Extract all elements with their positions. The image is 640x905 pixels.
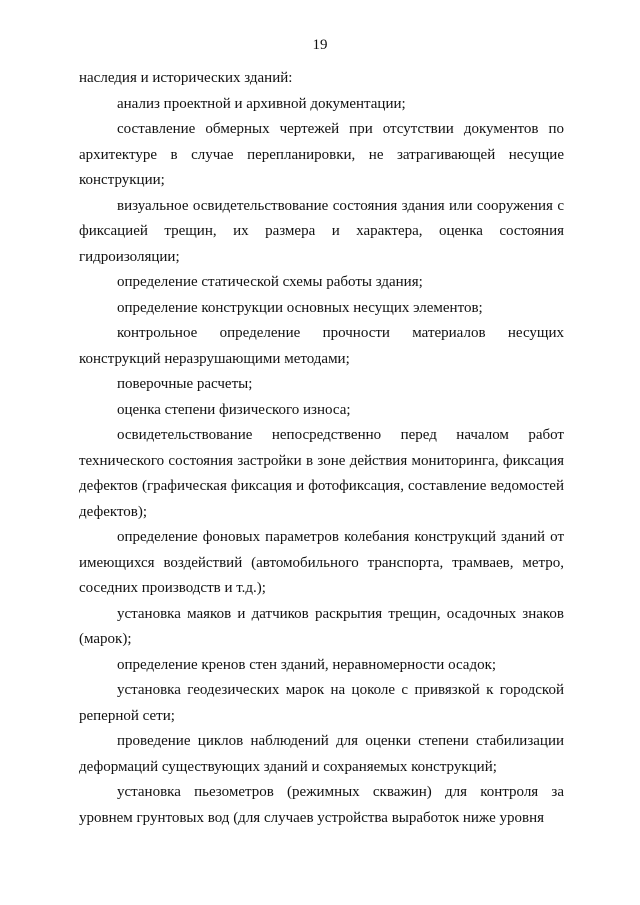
list-item-verification-calculations: поверочные расчеты;	[117, 376, 253, 392]
page-number: 19	[312, 37, 328, 53]
list-item-crack-gauges: установка маяков и датчиков раскрытия трещин, осадочных знаков (марок);	[79, 605, 564, 647]
list-item-physical-wear: оценка степени физического износа;	[117, 401, 351, 418]
list-item-pre-work-inspection: освидетельствование непосредственно перед началом работ технического состояния застройки в зоне действия мониторинга, фиксация дефектов (графическая фиксация и фотофиксация, составление ведомостей дефектов);	[79, 427, 564, 520]
list-item-static-scheme: определение статической схемы работы здания;	[117, 274, 423, 290]
paragraph-continuation: наследия и исторических зданий:	[79, 70, 293, 86]
list-item-piezometers: установка пьезометров (режимных скважин) для контроля за уровнем грунтовых вод (для случаев устройства выработок ниже уровня	[79, 784, 564, 826]
list-item-observation-cycles: проведение циклов наблюдений для оценки степени стабилизации деформаций существующих зданий и сохраняемых конструкций;	[79, 733, 564, 775]
list-item-background-vibrations: определение фоновых параметров колебания конструкций зданий от имеющихся воздействий (автомобильного транспорта, трамваев, метро, соседних производств и т.д.);	[79, 529, 564, 596]
list-item-geodetic-marks: установка геодезических марок на цоколе с привязкой к городской реперной сети;	[79, 682, 564, 724]
list-item-measurement-drawings: составление обмерных чертежей при отсутствии документов по архитектуре в случае перепланировки, не затрагивающей несущие конструкции;	[79, 121, 564, 188]
list-item-load-bearing-elements: определение конструкции основных несущих элементов;	[117, 299, 483, 316]
list-item-archive-analysis: анализ проектной и архивной документации;	[117, 95, 406, 112]
list-item-visual-inspection: визуальное освидетельствование состояния здания или сооружения с фиксацией трещин, их размера и характера, оценка состояния гидроизоляции;	[79, 197, 564, 265]
page-body	[79, 66, 564, 831]
list-item-strength-control: контрольное определение прочности материалов несущих конструкций неразрушающими методами;	[79, 325, 564, 367]
list-item-wall-tilt: определение кренов стен зданий, неравномерности осадок;	[117, 656, 497, 673]
